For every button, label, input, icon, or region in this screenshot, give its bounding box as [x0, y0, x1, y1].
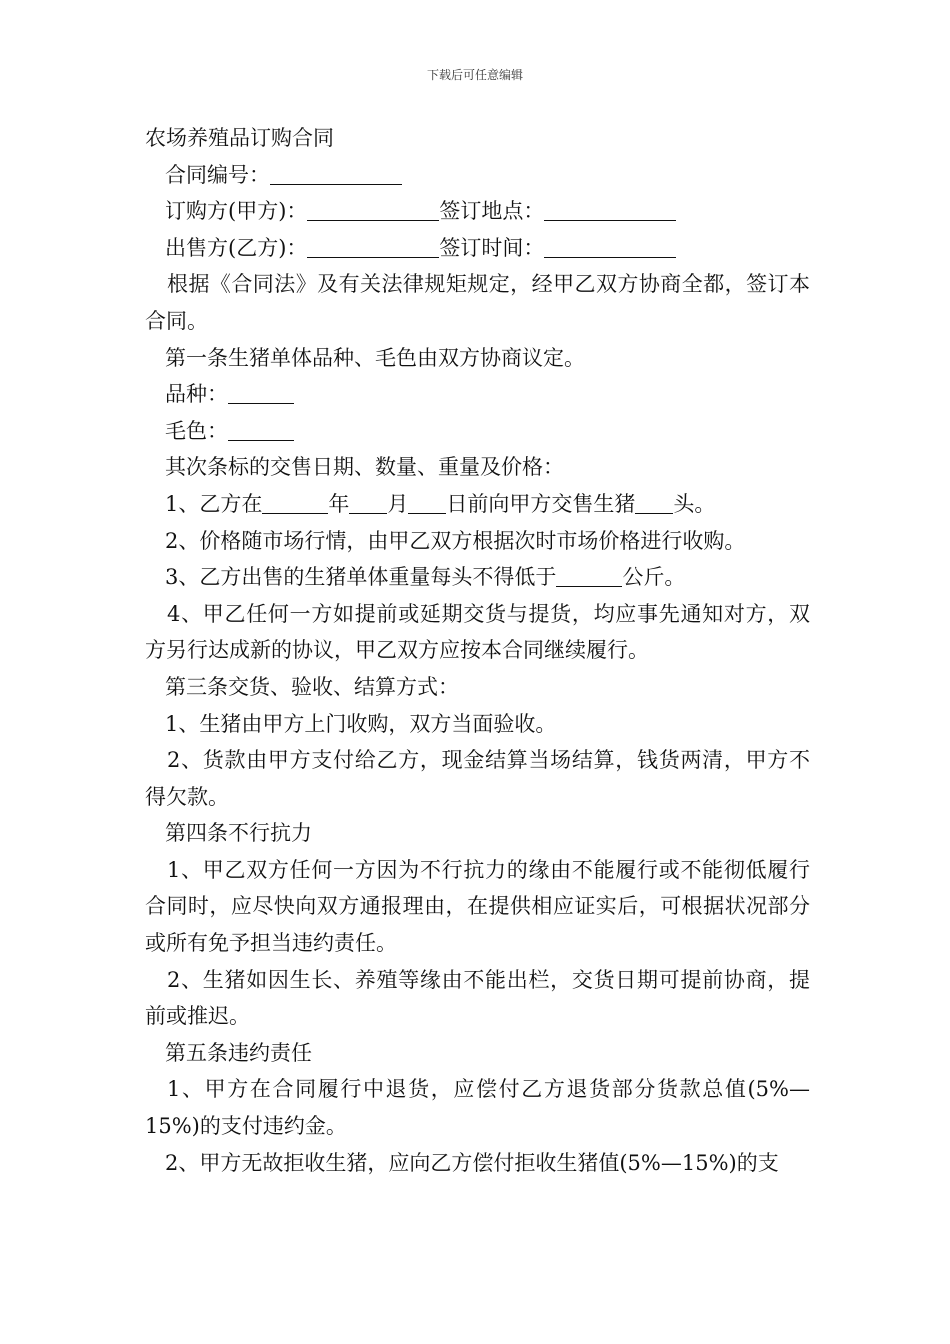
article-2-item-2: 2、价格随市场行情，由甲乙双方根据次时市场价格进行收购。 — [165, 528, 746, 553]
preamble-paragraph — [145, 266, 810, 339]
head-count-blank — [635, 491, 673, 514]
color-label: 毛色： — [165, 418, 228, 443]
article-4-heading: 第四条不行抗力 — [165, 821, 312, 846]
buyer-blank — [307, 198, 439, 221]
buyer-line — [145, 193, 810, 230]
month-blank — [349, 491, 387, 514]
article-2-item-4 — [145, 596, 810, 669]
breed-line — [145, 376, 810, 413]
art2-4-text: 4、甲乙任何一方如提前或延期交货与提货，均应事先通知对方，双方另行达成新的协议，甲乙双方应按本合同继续履行。 — [145, 601, 810, 663]
art2-1-part-5: 头。 — [673, 491, 716, 516]
color-blank — [228, 418, 294, 441]
article-4-item-1 — [145, 852, 810, 962]
breed-label: 品种： — [165, 382, 228, 407]
article-2-item-1 — [145, 486, 810, 523]
contract-number-label: 合同编号： — [165, 162, 270, 187]
article-5-item-2: 2、甲方无故拒收生猪，应向乙方偿付拒收生猪值(5%—15%)的支 — [165, 1150, 779, 1175]
article-2-heading: 其次条标的交售日期、数量、重量及价格： — [165, 455, 564, 480]
contract-number-blank — [270, 162, 402, 185]
sign-place-blank — [544, 198, 676, 221]
buyer-label: 订购方(甲方)： — [165, 199, 308, 224]
art5-1-text: 1、甲方在合同履行中退货，应偿付乙方退货部分货款总值(5%—15%)的支付违约金。 — [145, 1077, 810, 1139]
seller-label: 出售方(乙方)： — [165, 235, 308, 260]
article-5-item-1 — [145, 1071, 810, 1144]
article-3-heading: 第三条交货、验收、结算方式： — [165, 674, 459, 699]
document-title: 农场养殖品订购合同 — [145, 126, 334, 150]
seller-blank — [307, 235, 439, 258]
header-note: 下载后可任意编辑 — [426, 68, 523, 82]
art2-1-part-1: 1、乙方在 — [165, 491, 263, 516]
contract-body — [145, 120, 810, 1181]
article-2-item-3 — [145, 559, 810, 596]
art2-3-part-2: 公斤。 — [622, 565, 686, 590]
art2-3-part-1: 3、乙方出售的生猪单体重量每头不得低于 — [165, 565, 557, 590]
preamble-text: 根据《合同法》及有关法律规矩规定，经甲乙双方协商全都，签订本合同。 — [145, 272, 810, 333]
color-line — [145, 413, 810, 450]
seller-line — [145, 230, 810, 267]
art2-1-part-2: 年 — [328, 491, 350, 516]
article-5-heading: 第五条违约责任 — [165, 1040, 312, 1065]
sign-time-label: 签订时间： — [439, 235, 545, 260]
article-4-item-2 — [145, 962, 810, 1035]
breed-blank — [228, 381, 294, 404]
art2-1-part-4: 日前向甲方交售生猪 — [446, 491, 636, 516]
article-3-item-2 — [145, 742, 810, 815]
sign-place-label: 签订地点： — [439, 199, 545, 224]
art2-1-part-3: 月 — [387, 491, 409, 516]
weight-blank — [556, 564, 622, 587]
art4-1-text: 1、甲乙双方任何一方因为不行抗力的缘由不能履行或不能彻低履行合同时，应尽快向双方通报理由，在提供相应证实后，可根据状况部分或所有免予担当违约责任。 — [145, 857, 810, 956]
article-1-heading: 第一条生猪单体品种、毛色由双方协商议定。 — [165, 345, 585, 370]
art4-2-text: 2、生猪如因生长、养殖等缘由不能出栏，交货日期可提前协商，提前或推迟。 — [145, 967, 810, 1029]
sign-time-blank — [544, 235, 676, 258]
art3-2-text: 2、货款由甲方支付给乙方，现金结算当场结算，钱货两清，甲方不得欠款。 — [145, 748, 810, 809]
article-3-item-1: 1、生猪由甲方上门收购，双方当面验收。 — [165, 711, 557, 736]
contract-number-line — [145, 157, 810, 194]
day-blank — [408, 491, 446, 514]
year-blank — [262, 491, 328, 514]
